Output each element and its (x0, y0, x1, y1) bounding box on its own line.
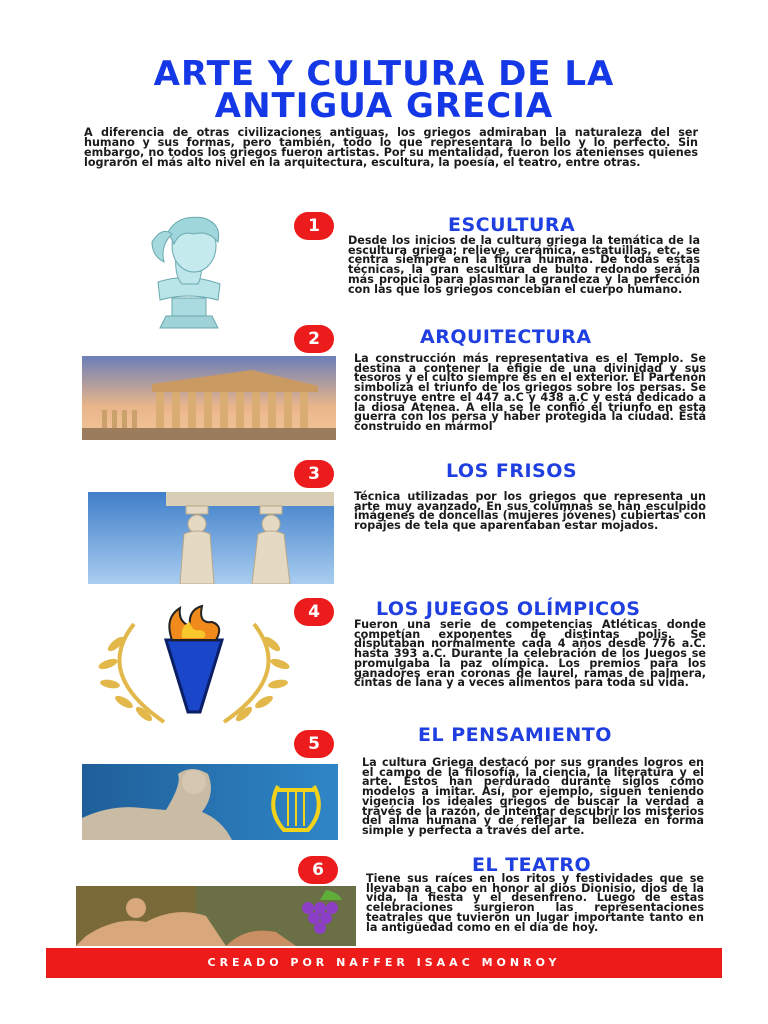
section-text-el-teatro: Tiene sus raíces en los ritos y festividades que se llevaban a cabo en honor al dios Dionisio, dios de la vida, la fiesta y el desenfreno. Luego de estas celebraciones surgieron las representaciones teatrales que tuvieron un lugar importante tanto en la antigüedad como en el día de hoy. (366, 872, 704, 934)
section-heading-escultura: ESCULTURA (448, 214, 576, 236)
page-title (0, 54, 768, 126)
page-title-line-2: ANTIGUA GRECIA (214, 86, 554, 126)
parthenon-icon (82, 356, 336, 440)
philosopher-lyre-icon (82, 764, 338, 840)
section-number-badge-1: 1 (294, 212, 334, 240)
section-number-badge-4: 4 (294, 598, 334, 626)
section-text-escultura: Desde los inicios de la cultura griega la temática de la escultura griega; relieve, cerámica, estatuillas, etc, se centra siempre en la figura humana. De todas estas técnicas, la gran escultura de bulto redondo será la más propicia para plasmar la grandeza y la perfección con las que los griegos concebían el cuerpo humano. (348, 234, 700, 296)
section-text-el-pensamiento: La cultura Griega destacó por sus grandes logros en el campo de la filosofía, la ciencia, la literatura y el arte. Estos han perdurado durante siglos como modelos a imitar. Así, por ejemplo, siguen teniendo vigencia los ideales griegos de buscar la verdad a través de la razón, de intentar descubrir los misterios del alma humana y de reflejar la belleza en forma simple y perfecta a través del arte. (362, 756, 704, 837)
section-number-badge-5: 5 (294, 730, 334, 758)
section-number-badge-2: 2 (294, 325, 334, 353)
section-heading-arquitectura: ARQUITECTURA (420, 326, 592, 348)
section-text-arquitectura: La construcción más representativa es el Templo. Se destina a contener la efigie de una divinidad y sus tesoros y el culto siempre es en el exterior. El Partenón simboliza el triunfo de los griegos sobre los persas. Se construye entre el 447 a.C y 438 a.C y está dedicado a la diosa Atenea. A ella se le confió el triunfo en esta guerra con los persa y haber protegida la ciudad. Está construido en mármol (354, 352, 706, 433)
caryatids-icon (88, 492, 334, 584)
dionysus-grapes-icon (76, 886, 356, 946)
section-number-badge-3: 3 (294, 460, 334, 488)
section-heading-los-frisos: LOS FRISOS (446, 460, 578, 482)
section-heading-el-pensamiento: EL PENSAMIENTO (418, 724, 612, 746)
section-text-los-frisos: Técnica utilizadas por los griegos que representa un arte muy avanzado. En sus columnas se han esculpido imágenes de doncellas (mujeres jóvenes) cubiertas con ropajes de tela que aparentaban estar mojados. (354, 490, 706, 533)
footer-credit-banner: CREADO POR NAFFER ISAAC MONROY (46, 948, 722, 978)
olympic-torch-icon (94, 604, 294, 728)
intro-paragraph: A diferencia de otras civilizaciones antiguas, los griegos admiraban la naturaleza del ser humano y sus formas, pero también, todo lo que representara lo bello y lo perfecto. Sin embargo, no todos los griegos fueron artistas. Por su mentalidad, fueron los atenienses quienes lograron el más alto nivel en la arquitectura, escultura, la poesía, el teatro, entre otras. (84, 126, 698, 169)
section-text-los-juegos-olimpicos: Fueron una serie de competencias Atléticas donde competían exponentes de distintas polis. Se disputaban normalmente cada 4 años desde 776 a.C. hasta 393 a.C. Durante la celebración de los Juegos se promulgaba la paz olímpica. Los premios para los ganadores eran coronas de laurel, ramas de palmera, cintas de lana y a veces alimentos para toda su vida. (354, 618, 706, 690)
section-number-badge-6: 6 (298, 856, 338, 884)
section-heading-el-teatro: EL TEATRO (472, 854, 592, 876)
page-title-line-1: ARTE Y CULTURA DE LA (153, 54, 615, 94)
section-heading-los-juegos-olimpicos: LOS JUEGOS OLÍMPICOS (376, 598, 641, 620)
bust-sculpture-icon (138, 212, 240, 330)
